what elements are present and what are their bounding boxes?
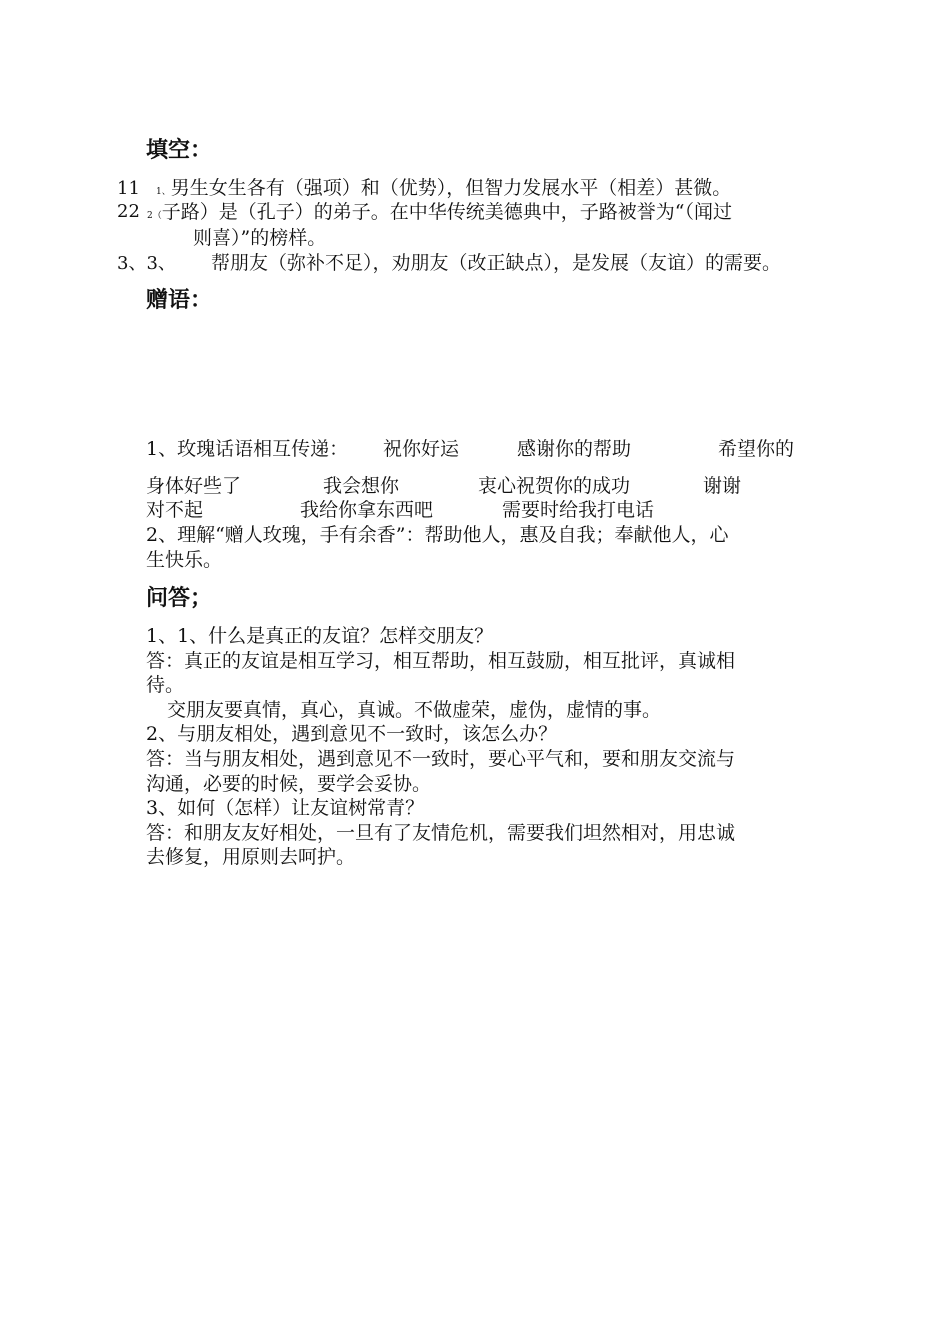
answer-3-line1: 答：和朋友友好相处，一旦有了友情危机，需要我们坦然相对，用忠诚 bbox=[146, 822, 736, 844]
answer-2-line2: 沟通，必要的时候，要学会妥协。 bbox=[146, 773, 432, 795]
question-1: 1、1、什么是真正的友谊？怎样交朋友？ bbox=[146, 625, 494, 647]
question-2: 2、与朋友相处，遇到意见不一致时，该怎么办？ bbox=[146, 723, 558, 745]
phrase-fetch-for-you: 我给你拿东西吧 bbox=[300, 499, 434, 521]
qa-heading: 问答； bbox=[146, 586, 213, 611]
fill-item-1-text: 男生女生各有（强项）和（优势），但智力发展水平（相差）甚微。 bbox=[170, 177, 732, 199]
fill-item-3-number: 3、3、 bbox=[117, 253, 176, 274]
phrase-sorry: 对不起 bbox=[146, 499, 204, 521]
phrase-thanks-help: 感谢你的帮助 bbox=[517, 438, 632, 460]
fill-item-1-number: 11 bbox=[117, 178, 140, 199]
gift-item-2-line1: 2、理解“赠人玫瑰，手有余香”：帮助他人，惠及自我；奉献他人，心 bbox=[146, 524, 729, 546]
gift-item-2-line2: 生快乐。 bbox=[146, 549, 223, 571]
gift-item-1-lead: 1、玫瑰话语相互传递： bbox=[146, 438, 349, 460]
fill-item-2-number: 22 bbox=[117, 201, 140, 222]
fill-item-2-marker: 2（ bbox=[147, 211, 162, 221]
answer-2-line1: 答：当与朋友相处，遇到意见不一致时，要心平气和，要和朋友交流与 bbox=[146, 748, 736, 770]
question-3: 3、如何（怎样）让友谊树常青？ bbox=[146, 797, 425, 819]
phrase-call-me: 需要时给我打电话 bbox=[502, 499, 655, 521]
phrase-thank-you: 谢谢 bbox=[703, 475, 742, 497]
fill-blank-heading: 填空： bbox=[146, 138, 213, 163]
fill-item-2-text: 子路）是（孔子）的弟子。在中华传统美德典中，子路被誉为“（闻过 bbox=[161, 201, 732, 223]
answer-1-line2: 待。 bbox=[146, 674, 185, 696]
fill-item-1-marker: 1、 bbox=[156, 187, 171, 197]
fill-item-2-continuation: 则喜）”的榜样。 bbox=[193, 227, 327, 249]
answer-1-line1: 答：真正的友谊是相互学习，相互帮助，相互鼓励，相互批评，真诚相 bbox=[146, 650, 736, 672]
phrase-hope-your: 希望你的 bbox=[718, 438, 795, 460]
fill-item-3-text: 帮朋友（弥补不足），劝朋友（改正缺点），是发展（友谊）的需要。 bbox=[211, 252, 782, 274]
fill-item-2 bbox=[147, 200, 732, 228]
answer-3-line2: 去修复，用原则去呵护。 bbox=[146, 846, 356, 868]
gift-words-heading: 赠语： bbox=[146, 288, 213, 313]
phrase-miss-you: 我会想你 bbox=[323, 475, 400, 497]
answer-1-line3: 交朋友要真情，真心，真诚。不做虚荣，虚伪，虚情的事。 bbox=[167, 699, 662, 721]
phrase-congratulations: 衷心祝贺你的成功 bbox=[478, 475, 631, 497]
phrase-feel-better: 身体好些了 bbox=[146, 475, 242, 497]
phrase-good-luck: 祝你好运 bbox=[383, 438, 460, 460]
